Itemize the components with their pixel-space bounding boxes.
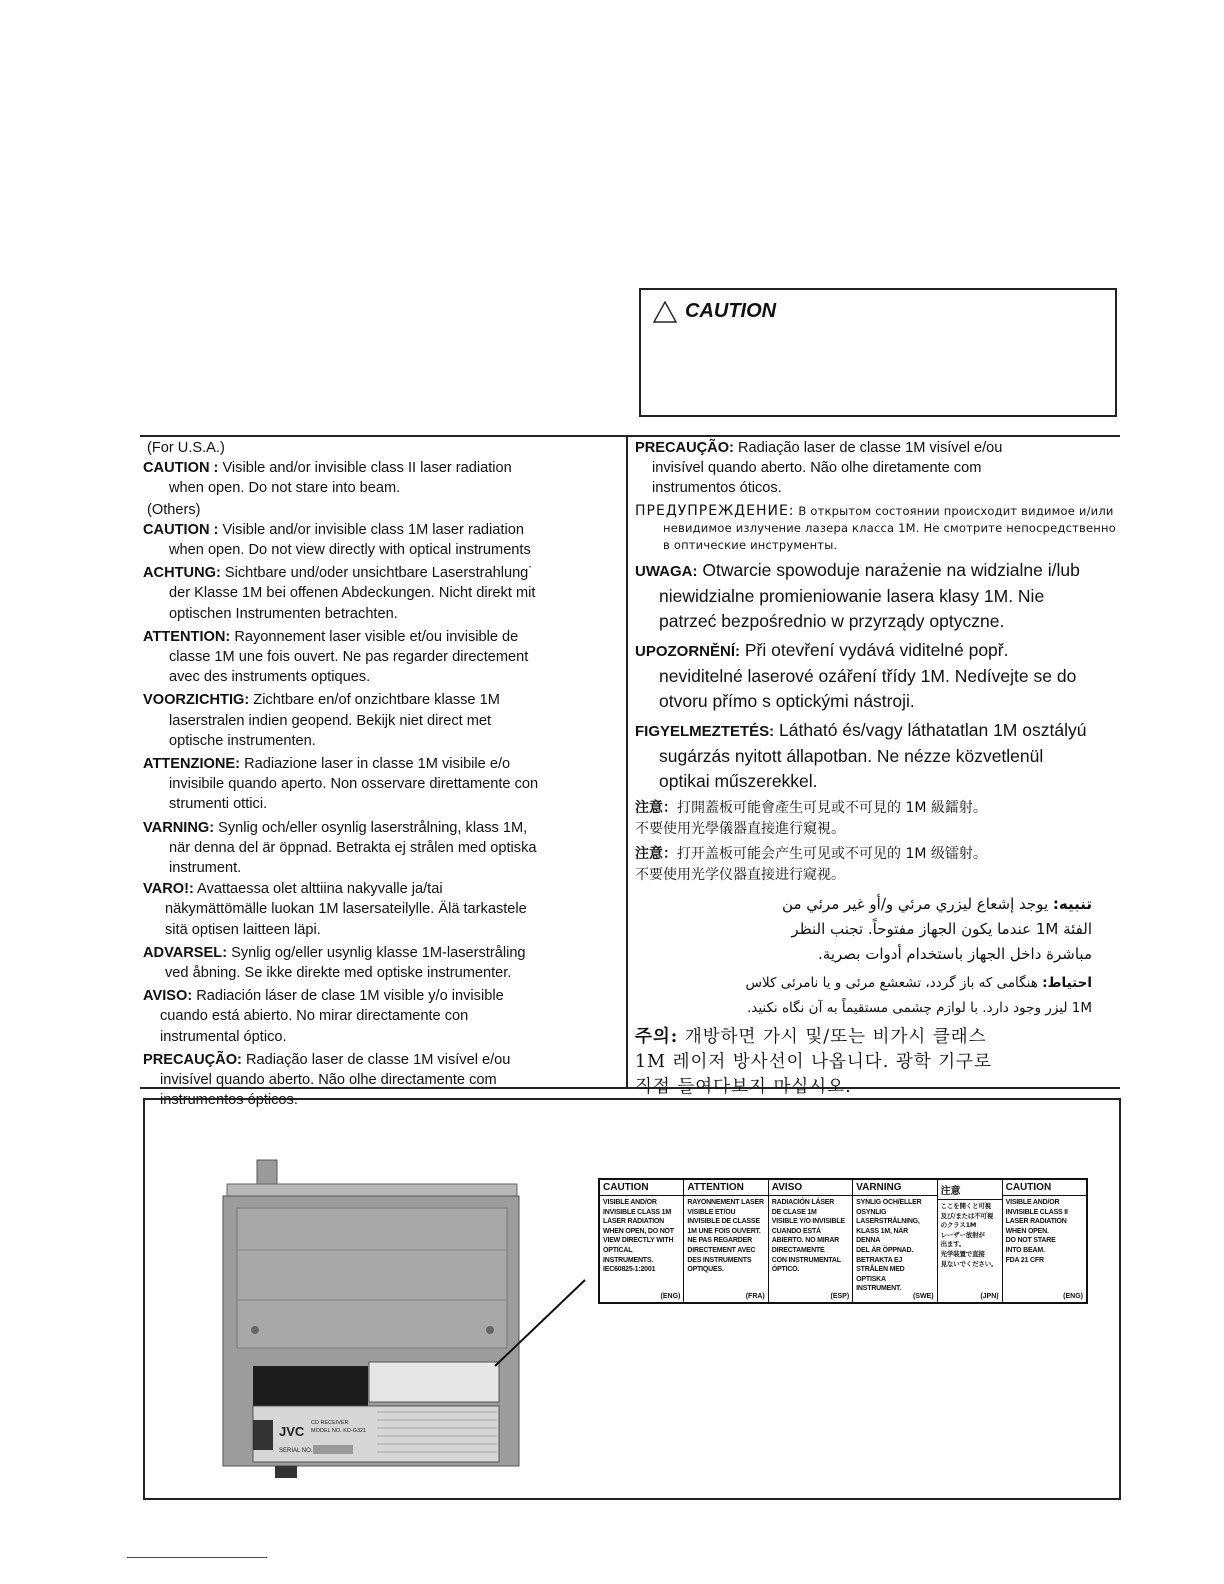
warning-text: der Klasse 1M bei offenen Abdeckungen. Nicht direkt mit bbox=[169, 585, 536, 602]
warning-entry-cze bbox=[635, 638, 1120, 714]
label-column-body: VISIBLE AND/OR INVISIBLE CLASS 1M LASER RADIATION WHEN OPEN, DO NOT VIEW DIRECTLY WITH OPTICAL INSTRUMENTS. IEC60825-1:2001 bbox=[603, 1199, 674, 1274]
warning-text: Rayonnement laser visible et/ou invisible de bbox=[230, 628, 519, 645]
warning-text: 직접 들여다보지 마십시오. bbox=[635, 1076, 852, 1097]
warning-entry-pt-br bbox=[635, 438, 1120, 499]
label-column-body: VISIBLE AND/OR INVISIBLE CLASS II LASER RADIATION WHEN OPEN. DO NOT STARE INTO BEAM. FDA 21 CFR bbox=[1005, 1199, 1068, 1264]
warning-label: 注意： bbox=[635, 845, 677, 862]
caution-header bbox=[653, 300, 776, 323]
warning-text: Synlig och/eller osynlig laserstrålning, klass 1M, bbox=[214, 819, 528, 836]
warning-entry-dan bbox=[143, 943, 621, 983]
warning-text: invisível quando aberto. Não olhe diretamente com bbox=[652, 460, 982, 477]
warning-entry-ara bbox=[635, 892, 1120, 967]
caution-title: CAUTION bbox=[685, 300, 777, 322]
laser-warning-label bbox=[598, 1178, 1088, 1304]
warning-text: niewidzialne promieniowanie lasera klasy 1M. Nie bbox=[659, 585, 1045, 606]
top-divider bbox=[140, 435, 1120, 437]
warning-text: 개방하면 가시 및/또는 비가시 클래스 bbox=[678, 1026, 987, 1047]
device-photo-frame bbox=[143, 1098, 1121, 1500]
warning-text: Sichtbare und/oder unsichtbare Laserstrahlung˙ bbox=[220, 565, 534, 582]
warning-label: احتیاط: bbox=[1042, 974, 1092, 991]
warning-text: sitä optisen laitteen läpi. bbox=[165, 921, 321, 938]
warning-entry-esp bbox=[143, 986, 621, 1047]
caution-box bbox=[639, 288, 1117, 417]
warning-text: الفئة 1M عندما يكون الجهاز مفتوحاً. تجنب النظر bbox=[791, 919, 1092, 938]
label-column-body: SYNLIG OCH/ELLER OSYNLIG LASERSTRÅLNING, KLASS 1M, NÄR DENNA DEL ÄR ÖPPNAD. BETRAKTA EJ STRÅLEN MED OPTISKA INSTRUMENT. bbox=[856, 1199, 922, 1293]
warning-text: 1M لیزر وجود دارد. با لوازم چشمی مستقیماً به آن نگاه نکنید. bbox=[746, 999, 1092, 1016]
label-column-tag: (ENG) bbox=[660, 1293, 681, 1300]
warning-text: invisibile quando aperto. Non osservare direttamente con bbox=[169, 776, 539, 793]
column-divider bbox=[626, 436, 628, 1087]
warning-label: ATTENZIONE: bbox=[143, 756, 241, 773]
label-column-head: 注意 bbox=[938, 1180, 1002, 1200]
warning-text: Synlig og/eller usynlig klasse 1M-laserstråling bbox=[227, 944, 526, 961]
warning-text: när denna del är öppnad. Betrakta ej strålen med optiska bbox=[169, 839, 537, 856]
warning-label: ACHTUNG: bbox=[143, 565, 221, 582]
warning-text: مباشرة داخل الجهاز باستخدام أدوات بصرية. bbox=[818, 944, 1092, 963]
label-column bbox=[1003, 1180, 1086, 1302]
warning-text: هنگامی که باز گردد، تشعشع مرئی و یا نامرئی کلاس bbox=[745, 974, 1043, 991]
others-note: (Others) bbox=[147, 501, 201, 518]
warning-text: Otwarcie spowoduje narażenie na widzialne i/lub bbox=[697, 559, 1080, 580]
label-column bbox=[769, 1180, 853, 1302]
warning-text: Při otevření vydává viditelné popř. bbox=[740, 639, 1009, 660]
warning-label: UPOZORNĚNÍ: bbox=[635, 642, 740, 660]
warning-text: optische instrumenten. bbox=[169, 732, 316, 749]
warning-text: optischen Instrumenten betrachten. bbox=[169, 605, 398, 622]
warning-text: 打开盖板可能会产生可见或不可见的 1M 级镭射。 bbox=[677, 845, 987, 862]
usa-note: (For U.S.A.) bbox=[147, 440, 225, 456]
label-column-tag: (ESP) bbox=[830, 1293, 850, 1300]
warning-text: otvoru přímo s optickými nástroji. bbox=[659, 690, 915, 711]
warning-text: يوجد إشعاع ليزري مرئي و/أو غير مرئي من bbox=[782, 894, 1053, 913]
label-column-head: AVISO bbox=[769, 1180, 852, 1196]
warning-text: cuando está abierto. No mirar directamente con bbox=[160, 1008, 469, 1025]
warning-text: Radiazione laser in classe 1M visibile e/o bbox=[240, 756, 511, 773]
warning-entry-swe bbox=[143, 818, 621, 879]
serial-label: SERIAL NO. bbox=[279, 1448, 313, 1454]
label-column bbox=[600, 1180, 684, 1302]
warning-text: 不要使用光学仪器直接进行窥视。 bbox=[635, 866, 845, 883]
warning-entry-rus bbox=[635, 503, 1120, 554]
warning-text: Látható és/vagy láthatatlan 1M osztályú bbox=[774, 719, 1087, 740]
label-column-tag: (SWE) bbox=[912, 1293, 934, 1300]
warning-text: laserstralen indien geopend. Bekijk niet direct met bbox=[169, 712, 492, 729]
warning-text: ved åbning. Se ikke direkte med optiske instrumenter. bbox=[165, 965, 512, 982]
warning-text: 1M 레이저 방사선이 나옵니다. 광학 기구로 bbox=[635, 1051, 992, 1072]
warning-entry-usa bbox=[143, 458, 621, 498]
device-model: MODEL NO. KD-G321 bbox=[311, 1428, 367, 1434]
label-column-head: CAUTION bbox=[1003, 1180, 1086, 1196]
warning-text: instrumentos óticos. bbox=[652, 480, 782, 497]
label-column-head: ATTENTION bbox=[684, 1180, 767, 1196]
warning-label: CAUTION : bbox=[143, 521, 219, 538]
warning-entry-zh-tw bbox=[635, 798, 1120, 840]
warning-text: instrumentos ópticos. bbox=[160, 1092, 298, 1109]
warning-text: невидимое излучение лазера класса 1M. Не смотрите непосредственно bbox=[663, 520, 1116, 535]
warning-entry-ita bbox=[143, 754, 621, 815]
warning-label: تنبيه: bbox=[1052, 894, 1092, 913]
warning-label: PRECAUÇÃO: bbox=[143, 1051, 242, 1068]
warning-text: neviditelné laserové ozáření třídy 1M. Nedívejte se do bbox=[659, 665, 1077, 686]
warning-text: Radiação laser de classe 1M visível e/ou bbox=[241, 1051, 511, 1068]
warning-entry-kor bbox=[635, 1025, 1120, 1100]
label-column-tag: (JPN) bbox=[980, 1293, 999, 1300]
warning-label: 주의: bbox=[635, 1026, 679, 1047]
label-column-head: VARNING bbox=[853, 1180, 936, 1196]
warning-entry-nl bbox=[143, 690, 621, 751]
warning-entry-hun bbox=[635, 718, 1120, 794]
label-column-body: RAYONNEMENT LASER VISIBLE ET/OU INVISIBLE DE CLASSE 1M UNE FOIS OUVERT. NE PAS REGARDER DIRECTEMENT AVEC DES INSTRUMENTS OPTIQUES. bbox=[687, 1199, 764, 1274]
warning-text: strumenti ottici. bbox=[169, 796, 268, 813]
warning-text: patrzeć bezpośrednio w przyrządy optyczne. bbox=[659, 610, 1005, 631]
warning-entry-ger bbox=[143, 563, 621, 624]
label-column-tag: (FRA) bbox=[745, 1293, 765, 1300]
warning-text: 打開蓋板可能會產生可見或不可見的 1M 級鐳射。 bbox=[677, 799, 987, 816]
warning-label: FIGYELMEZTETÉS: bbox=[635, 722, 775, 740]
bottom-link-rule bbox=[127, 1557, 267, 1558]
warning-label: ATTENTION: bbox=[143, 628, 231, 645]
warning-label: VARO!: bbox=[143, 881, 194, 898]
warning-text: В открытом состоянии происходит видимое и/или bbox=[794, 503, 1114, 518]
warning-text: 不要使用光學儀器直接進行窺視。 bbox=[635, 820, 845, 837]
warning-text: Radiación láser de clase 1M visible y/o invisible bbox=[192, 988, 504, 1005]
label-column bbox=[684, 1180, 768, 1302]
label-column-tag: (ENG) bbox=[1063, 1293, 1083, 1300]
warning-text: Visible and/or invisible class 1M laser radiation bbox=[218, 521, 524, 538]
warning-entry-eng bbox=[143, 520, 621, 560]
warning-text: Radiação laser de classe 1M visível e/ou bbox=[733, 440, 1003, 456]
warning-text: в оптические инструменты. bbox=[663, 537, 838, 552]
warning-label: PRECAUÇÃO: bbox=[635, 440, 734, 456]
warning-entry-zh-cn bbox=[635, 844, 1120, 886]
warning-entry-fra bbox=[143, 627, 621, 688]
warning-label: VOORZICHTIG: bbox=[143, 692, 250, 709]
warning-entry-fas bbox=[635, 971, 1120, 1021]
device-brand: JVC bbox=[279, 1424, 305, 1439]
warning-text: optikai műszerekkel. bbox=[659, 770, 818, 791]
warning-label: AVISO: bbox=[143, 988, 193, 1005]
warning-text: avec des instruments optiques. bbox=[169, 669, 371, 686]
warning-label: ADVARSEL: bbox=[143, 944, 228, 961]
warning-text: instrumental óptico. bbox=[160, 1028, 287, 1045]
label-column-head: CAUTION bbox=[600, 1180, 683, 1196]
label-column-body: RADIACIÓN LÁSER DE CLASE 1M VISIBLE Y/O INVISIBLE CUANDO ESTÁ ABIERTO. NO MIRAR DIRECTAMENTE CON INSTRUMENTAL ÓPTICO. bbox=[771, 1199, 845, 1274]
warning-text: invisível quando aberto. Não olhe directamente com bbox=[160, 1072, 497, 1089]
warning-text: Zichtbare en/of onzichtbare klasse 1M bbox=[249, 692, 500, 709]
warning-text: classe 1M une fois ouvert. Ne pas regarder directement bbox=[169, 649, 529, 666]
warning-label: CAUTION : bbox=[143, 460, 219, 477]
warning-text: when open. Do not stare into beam. bbox=[169, 480, 401, 497]
warning-label: 注意： bbox=[635, 799, 677, 816]
label-column bbox=[938, 1180, 1003, 1302]
label-column-body: ここを開くと可視 及び/または不可視 のクラス1M レーザー放射が 出ます。 光学装置で直接 見ないでください。 bbox=[940, 1202, 998, 1268]
warning-text: näkymättömälle luokan 1M lasersateilylle. Älä tarkastele bbox=[165, 901, 527, 918]
warning-text: Avattaessa olet alttiina nakyvalle ja/tai bbox=[193, 881, 443, 898]
warning-text: when open. Do not view directly with optical instruments bbox=[169, 542, 531, 559]
warning-label: UWAGA: bbox=[635, 562, 698, 580]
warning-label: VARNING: bbox=[143, 819, 215, 836]
device-name: CD RECEIVER bbox=[311, 1420, 349, 1426]
warning-text: Visible and/or invisible class II laser radiation bbox=[218, 460, 512, 477]
label-column bbox=[853, 1180, 937, 1302]
warning-entry-fin bbox=[143, 879, 621, 940]
warning-label: ПРЕДУПРЕЖДЕНИЕ: bbox=[635, 502, 795, 519]
left-warning-column bbox=[143, 438, 621, 1112]
warning-triangle-icon bbox=[653, 301, 677, 323]
warning-text: instrument. bbox=[169, 860, 242, 877]
warning-entry-pol bbox=[635, 558, 1120, 634]
warning-text: sugárzás nyitott állapotban. Ne nézze közvetlenül bbox=[659, 745, 1044, 766]
right-warning-column bbox=[635, 438, 1120, 1104]
